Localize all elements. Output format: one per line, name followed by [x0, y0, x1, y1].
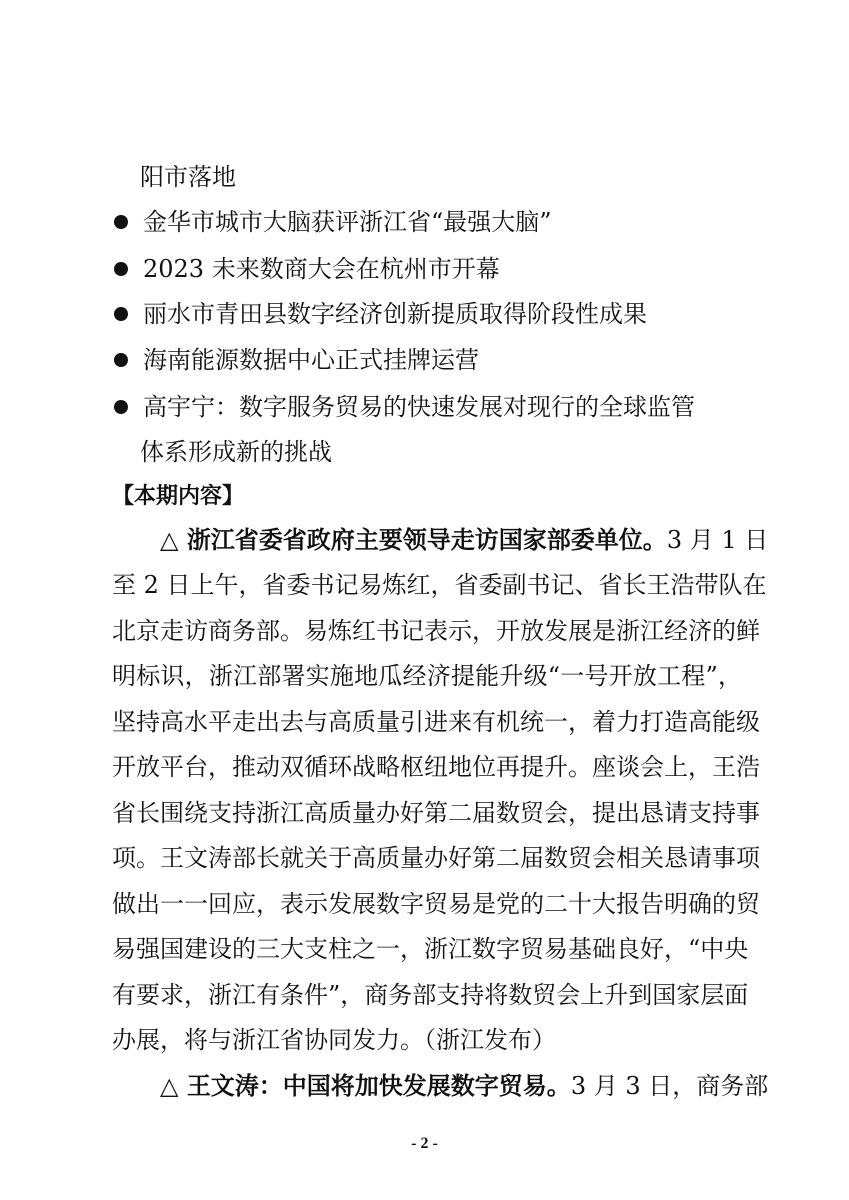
- article-1-line: 开放平台，推动双循环战略枢纽地位再提升。座谈会上，王浩: [112, 753, 760, 781]
- bullet-item-continuation: 体系形成新的挑战: [140, 438, 332, 466]
- article-1-first-line-rest: 3 月 1 日: [666, 526, 769, 554]
- bullet-dot-icon: [114, 400, 128, 414]
- bullet-dot-icon: [114, 262, 128, 276]
- article-1-line: 至 2 日上午，省委书记易炼红，省委副书记、省长王浩带队在: [112, 571, 767, 599]
- bullet-item: 丽水市青田县数字经济创新提质取得阶段性成果: [143, 300, 647, 328]
- bullet-item: 海南能源数据中心正式挂牌运营: [143, 346, 479, 374]
- article-2-headline: △ 王文涛：中国将加快发展数字贸易。: [160, 1071, 571, 1100]
- article-1-line: 坚持高水平走出去与高质量引进来有机统一，着力打造高能级: [112, 708, 760, 736]
- article-1-line: 做出一一回应，表示发展数字贸易是党的二十大报告明确的贸: [112, 890, 760, 918]
- article-1-line: 明标识，浙江部署实施地瓜经济提能升级“一号开放工程”，: [112, 662, 742, 690]
- article-1-line: 省长围绕支持浙江高质量办好第二届数贸会，提出恳请支持事: [112, 799, 760, 827]
- bullet-continuation: 阳市落地: [140, 163, 236, 191]
- article-1-line: 有要求，浙江有条件”，商务部支持将数贸会上升到国家层面: [112, 981, 749, 1009]
- page-number: - 2 -: [411, 1135, 438, 1152]
- bullet-dot-icon: [114, 215, 128, 229]
- article-2-first-line-rest: 3 月 3 日，商务部: [570, 1072, 769, 1100]
- article-1-headline: △ 浙江省委省政府主要领导走访国家部委单位。: [160, 525, 667, 554]
- article-1-line: 北京走访商务部。易炼红书记表示，开放发展是浙江经济的鲜: [112, 617, 760, 645]
- article-1-first-line: [160, 525, 769, 555]
- bullet-dot-icon: [114, 353, 128, 367]
- article-1-line: 项。王文涛部长就关于高质量办好第二届数贸会相关恳请事项: [112, 844, 760, 872]
- bullet-dot-icon: [114, 307, 128, 321]
- bullet-item: 高宇宁：数字服务贸易的快速发展对现行的全球监管: [143, 393, 695, 421]
- article-1-last-line: 办展，将与浙江省协同发力。（浙江发布）: [112, 1026, 556, 1054]
- bullet-item: 金华市城市大脑获评浙江省“最强大脑”: [143, 208, 552, 236]
- article-2-first-line: [160, 1071, 769, 1101]
- article-1-line: 易强国建设的三大支柱之一，浙江数字贸易基础良好，“中央: [112, 935, 749, 963]
- section-title: 【本期内容】: [112, 484, 245, 509]
- bullet-item: 2023 未来数商大会在杭州市开幕: [143, 255, 500, 283]
